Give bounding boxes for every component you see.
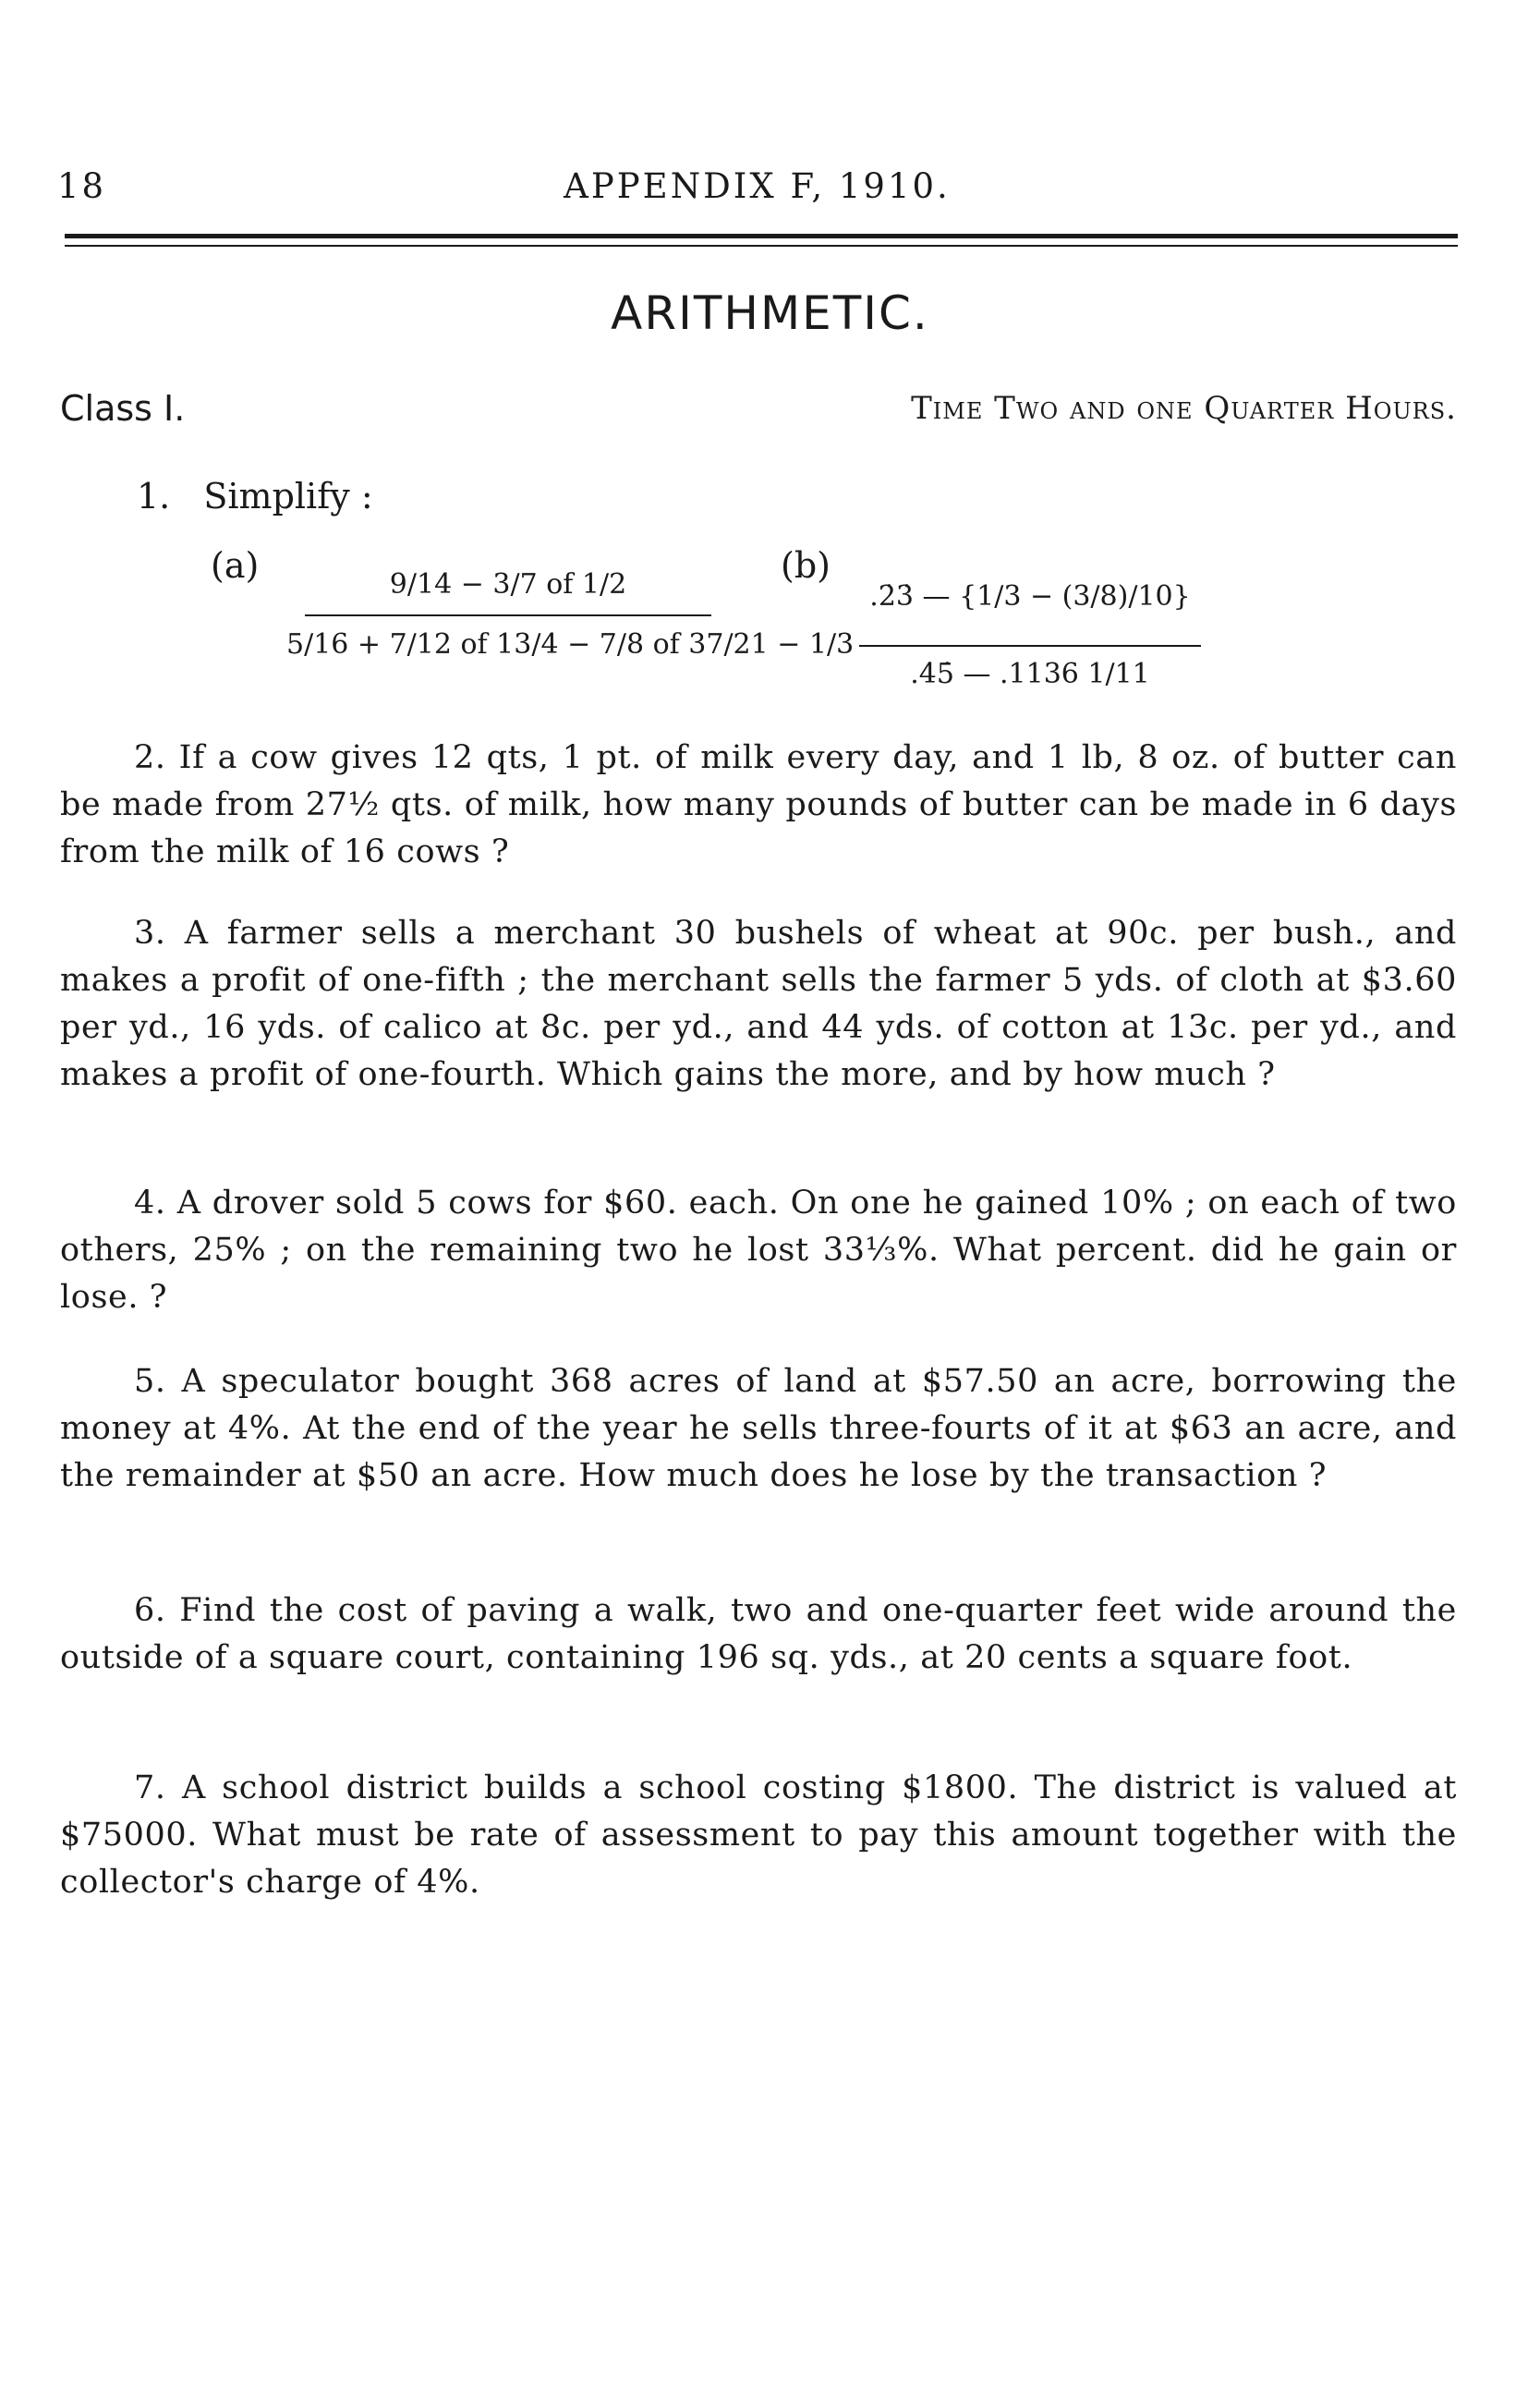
running-title: APPENDIX F, 1910. (564, 166, 951, 206)
part-b-denominator: .4̇5̇ — .1136 1/11 (910, 658, 1150, 690)
question-2-number: 2. (134, 739, 166, 776)
section-title: ARITHMETIC. (611, 286, 929, 340)
question-1-number: 1. (137, 476, 171, 517)
time-label: Time Two and one Quarter Hours. (911, 390, 1457, 427)
question-3 (60, 910, 1457, 1099)
part-b-label: (b) (781, 545, 831, 586)
question-6-text: Find the cost of paving a walk, two and one-quarter feet wide around the outside of a square court, containing 196 sq. yds., at 20 cents a square foot. (60, 1592, 1457, 1676)
part-a-label: (a) (211, 545, 260, 586)
question-2-text: If a cow gives 12 qts, 1 pt. of milk every day, and 1 lb, 8 oz. of butter can be made from 27½ qts. of milk, how many pounds of butter can be made in 6 days from the milk of 16 cows ? (60, 739, 1457, 870)
part-b-fraction-bar (859, 645, 1201, 647)
question-7 (60, 1765, 1457, 1906)
part-a-denominator: 5/16 + 7/12 of 13/4 − 7/8 of 37/21 − 1/3 (286, 628, 855, 661)
question-5-text: A speculator bought 368 acres of land at $57.50 an acre, borrowing the money at 4%. At the end of the year he sells three-fourts of it at $63 an acre, and the remainder at $50 an acre. How much does he lose by the transaction ? (60, 1363, 1457, 1494)
question-5 (60, 1358, 1457, 1500)
question-1-heading (137, 476, 373, 517)
header-rule-thin (65, 245, 1458, 247)
header-rule-thick (65, 234, 1458, 238)
part-a-numerator: 9/14 − 3/7 of 1/2 (389, 568, 627, 601)
question-7-text: A school district builds a school costing $1800. The district is valued at $75000. What must be rate of assessment to pay this amount together with the collector's charge of 4%. (60, 1769, 1457, 1901)
page-header (57, 166, 1457, 213)
question-7-number: 7. (134, 1769, 166, 1806)
question-5-number: 5. (134, 1363, 166, 1400)
question-3-number: 3. (134, 915, 166, 952)
question-4-text: A drover sold 5 cows for $60. each. On one he gained 10% ; on each of two others, 25% ; on the remaining two he lost 33⅓%. What percent. did he gain or lose. ? (60, 1185, 1457, 1316)
part-a-fraction-bar (305, 614, 711, 616)
page-number: 18 (57, 166, 107, 206)
question-4 (60, 1180, 1457, 1321)
question-4-number: 4. (134, 1185, 166, 1222)
question-1-label: Simplify : (203, 476, 373, 517)
question-6-number: 6. (134, 1592, 166, 1629)
question-2 (60, 735, 1457, 876)
class-label: Class I. (60, 388, 186, 429)
question-3-text: A farmer sells a merchant 30 bushels of wheat at 90c. per bush., and makes a profit of one-fifth ; the merchant sells the farmer 5 yds. of cloth at $3.60 per yd., 16 yds. of calico at 8c. per yd., and 44 yds. of cotton at 13c. per yd., and makes a profit of one-fourth. Which gains the more, and by how much ? (60, 915, 1457, 1093)
part-b-numerator: .2̇3̇ — {1/3 − (3/8)/10} (869, 580, 1191, 613)
question-6 (60, 1587, 1457, 1682)
